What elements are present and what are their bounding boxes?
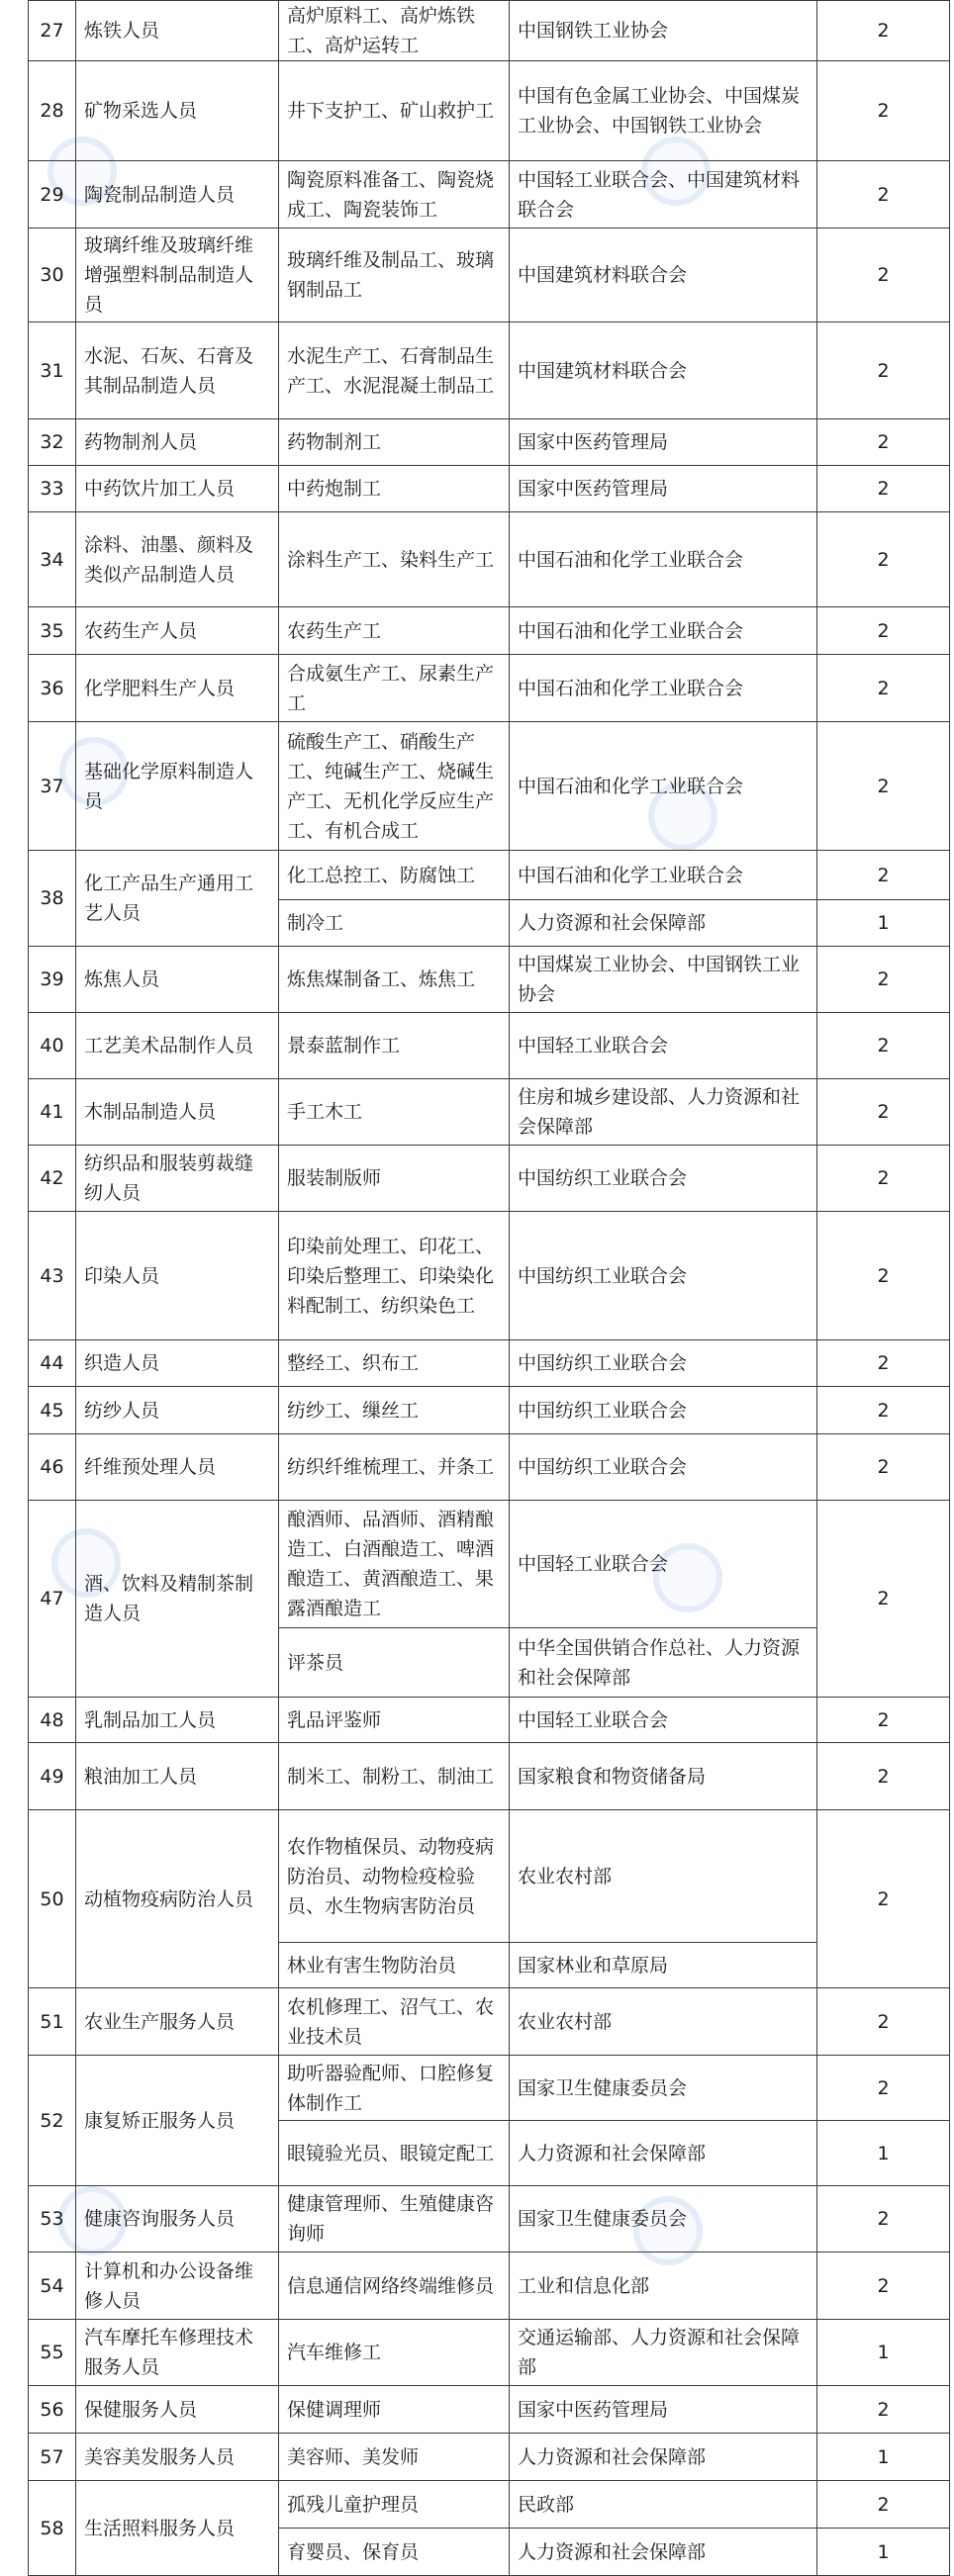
count: 2 <box>817 1743 950 1810</box>
job-titles: 酿酒师、品酒师、酒精酿造工、白酒酿造工、啤酒酿造工、黄酒酿造工、果露酒酿造工 <box>279 1501 510 1628</box>
count: 2 <box>817 61 950 161</box>
count: 1 <box>817 2434 950 2481</box>
count: 2 <box>817 512 950 607</box>
count: 2 <box>817 322 950 419</box>
row-number: 34 <box>29 512 76 607</box>
job-titles: 制米工、制粉工、制油工 <box>279 1743 510 1810</box>
table-row <box>29 229 950 322</box>
job-titles: 农机修理工、沼气工、农业技术员 <box>279 1988 510 2056</box>
row-number: 43 <box>29 1212 76 1340</box>
table-row <box>29 2481 950 2529</box>
occupation-group: 健康咨询服务人员 <box>76 2186 279 2253</box>
occupation-group: 酒、饮料及精制茶制造人员 <box>76 1501 279 1698</box>
table-row <box>29 722 950 851</box>
row-number: 37 <box>29 722 76 851</box>
job-titles: 助听器验配师、口腔修复体制作工 <box>279 2056 510 2121</box>
organization: 国家中医药管理局 <box>510 466 817 512</box>
occupation-group: 木制品制造人员 <box>76 1079 279 1146</box>
organization: 国家中医药管理局 <box>510 419 817 466</box>
row-number: 49 <box>29 1743 76 1810</box>
job-titles: 炼焦煤制备工、炼焦工 <box>279 947 510 1013</box>
count: 2 <box>817 419 950 466</box>
table-row <box>29 2386 950 2434</box>
count: 2 <box>817 1079 950 1146</box>
organization: 工业和信息化部 <box>510 2253 817 2320</box>
table-row <box>29 655 950 722</box>
organization: 中国轻工业联合会、中国建筑材料联合会 <box>510 161 817 229</box>
occupation-group: 汽车摩托车修理技术服务人员 <box>76 2320 279 2386</box>
table-row <box>29 1501 950 1628</box>
row-number: 55 <box>29 2320 76 2386</box>
table-row <box>29 1810 950 1943</box>
count: 2 <box>817 1212 950 1340</box>
job-titles: 美容师、美发师 <box>279 2434 510 2481</box>
organization: 中国建筑材料联合会 <box>510 229 817 322</box>
occupation-group: 纤维预处理人员 <box>76 1434 279 1501</box>
job-titles: 育婴员、保育员 <box>279 2529 510 2576</box>
table-row <box>29 1988 950 2056</box>
job-titles: 高炉原料工、高炉炼铁工、高炉运转工 <box>279 1 510 61</box>
count: 2 <box>817 2186 950 2253</box>
row-number: 36 <box>29 655 76 722</box>
count: 2 <box>817 1501 950 1698</box>
occupation-group: 化学肥料生产人员 <box>76 655 279 722</box>
occupation-group: 工艺美术品制作人员 <box>76 1013 279 1079</box>
count: 2 <box>817 2056 950 2121</box>
row-number: 28 <box>29 61 76 161</box>
organization: 中国纺织工业联合会 <box>510 1340 817 1387</box>
occupation-group: 水泥、石灰、石膏及其制品制造人员 <box>76 322 279 419</box>
organization: 中国石油和化学工业联合会 <box>510 722 817 851</box>
occupation-group: 计算机和办公设备维修人员 <box>76 2253 279 2320</box>
row-number: 32 <box>29 419 76 466</box>
occupation-group: 涂料、油墨、颜料及类似产品制造人员 <box>76 512 279 607</box>
table-row <box>29 1 950 61</box>
table-row <box>29 2186 950 2253</box>
organization: 中国石油和化学工业联合会 <box>510 851 817 900</box>
job-titles: 陶瓷原料准备工、陶瓷烧成工、陶瓷装饰工 <box>279 161 510 229</box>
organization: 中国建筑材料联合会 <box>510 322 817 419</box>
occupation-group: 陶瓷制品制造人员 <box>76 161 279 229</box>
occupation-group: 纺织品和服装剪裁缝纫人员 <box>76 1146 279 1212</box>
row-number: 29 <box>29 161 76 229</box>
job-titles: 健康管理师、生殖健康咨询师 <box>279 2186 510 2253</box>
row-number: 50 <box>29 1810 76 1988</box>
organization: 中国有色金属工业协会、中国煤炭工业协会、中国钢铁工业协会 <box>510 61 817 161</box>
table-row <box>29 322 950 419</box>
row-number: 47 <box>29 1501 76 1698</box>
job-titles: 服装制版师 <box>279 1146 510 1212</box>
occupation-group: 生活照料服务人员 <box>76 2481 279 2576</box>
occupation-group: 乳制品加工人员 <box>76 1698 279 1743</box>
count: 1 <box>817 900 950 947</box>
row-number: 51 <box>29 1988 76 2056</box>
organization: 人力资源和社会保障部 <box>510 2121 817 2186</box>
row-number: 40 <box>29 1013 76 1079</box>
row-number: 46 <box>29 1434 76 1501</box>
count: 2 <box>817 1698 950 1743</box>
count: 2 <box>817 2386 950 2434</box>
organization: 中国石油和化学工业联合会 <box>510 655 817 722</box>
job-titles: 孤残儿童护理员 <box>279 2481 510 2529</box>
organization: 人力资源和社会保障部 <box>510 900 817 947</box>
organization: 人力资源和社会保障部 <box>510 2529 817 2576</box>
occupation-group: 印染人员 <box>76 1212 279 1340</box>
job-titles: 农药生产工 <box>279 607 510 655</box>
job-titles: 信息通信网络终端维修员 <box>279 2253 510 2320</box>
organization: 中国纺织工业联合会 <box>510 1146 817 1212</box>
count: 2 <box>817 722 950 851</box>
table-row <box>29 466 950 512</box>
table-row <box>29 1146 950 1212</box>
occupation-group: 织造人员 <box>76 1340 279 1387</box>
row-number: 56 <box>29 2386 76 2434</box>
table-row <box>29 161 950 229</box>
count: 1 <box>817 2121 950 2186</box>
organization: 中国轻工业联合会 <box>510 1698 817 1743</box>
row-number: 48 <box>29 1698 76 1743</box>
count: 2 <box>817 161 950 229</box>
job-titles: 涂料生产工、染料生产工 <box>279 512 510 607</box>
job-titles: 汽车维修工 <box>279 2320 510 2386</box>
count: 2 <box>817 1013 950 1079</box>
organization: 中国石油和化学工业联合会 <box>510 512 817 607</box>
table-row <box>29 1743 950 1810</box>
table-row <box>29 419 950 466</box>
organization: 交通运输部、人力资源和社会保障部 <box>510 2320 817 2386</box>
occupation-group: 保健服务人员 <box>76 2386 279 2434</box>
occupation-group: 中药饮片加工人员 <box>76 466 279 512</box>
occupation-group: 动植物疫病防治人员 <box>76 1810 279 1988</box>
job-titles: 化工总控工、防腐蚀工 <box>279 851 510 900</box>
occupation-group: 炼焦人员 <box>76 947 279 1013</box>
organization: 中国石油和化学工业联合会 <box>510 607 817 655</box>
job-titles: 整经工、织布工 <box>279 1340 510 1387</box>
occupation-group: 美容美发服务人员 <box>76 2434 279 2481</box>
count: 2 <box>817 607 950 655</box>
job-titles: 合成氨生产工、尿素生产工 <box>279 655 510 722</box>
organization: 中国钢铁工业协会 <box>510 1 817 61</box>
row-number: 53 <box>29 2186 76 2253</box>
job-titles: 林业有害生物防治员 <box>279 1943 510 1988</box>
job-titles: 景泰蓝制作工 <box>279 1013 510 1079</box>
organization: 人力资源和社会保障部 <box>510 2434 817 2481</box>
job-titles: 农作物植保员、动物疫病防治员、动物检疫检验员、水生物病害防治员 <box>279 1810 510 1943</box>
table-row <box>29 1340 950 1387</box>
organization: 国家中医药管理局 <box>510 2386 817 2434</box>
organization: 国家粮食和物资储备局 <box>510 1743 817 1810</box>
row-number: 31 <box>29 322 76 419</box>
occupation-group: 玻璃纤维及玻璃纤维增强塑料制品制造人员 <box>76 229 279 322</box>
row-number: 58 <box>29 2481 76 2576</box>
occupation-table <box>28 0 950 2576</box>
table-row <box>29 2320 950 2386</box>
row-number: 41 <box>29 1079 76 1146</box>
organization: 农业农村部 <box>510 1810 817 1943</box>
table-row <box>29 607 950 655</box>
occupation-group: 纺纱人员 <box>76 1387 279 1434</box>
organization: 国家卫生健康委员会 <box>510 2186 817 2253</box>
occupation-group: 农业生产服务人员 <box>76 1988 279 2056</box>
count: 2 <box>817 1810 950 1988</box>
row-number: 42 <box>29 1146 76 1212</box>
job-titles: 硫酸生产工、硝酸生产工、纯碱生产工、烧碱生产工、无机化学反应生产工、有机合成工 <box>279 722 510 851</box>
table-row <box>29 1434 950 1501</box>
organization: 民政部 <box>510 2481 817 2529</box>
occupation-group: 化工产品生产通用工艺人员 <box>76 851 279 947</box>
count: 2 <box>817 1340 950 1387</box>
count: 1 <box>817 2529 950 2576</box>
occupation-group: 基础化学原料制造人员 <box>76 722 279 851</box>
count: 2 <box>817 1 950 61</box>
table-row <box>29 1698 950 1743</box>
count: 2 <box>817 947 950 1013</box>
count: 2 <box>817 851 950 900</box>
job-titles: 乳品评鉴师 <box>279 1698 510 1743</box>
job-titles: 纺纱工、缫丝工 <box>279 1387 510 1434</box>
table-row <box>29 1079 950 1146</box>
row-number: 39 <box>29 947 76 1013</box>
count: 2 <box>817 1988 950 2056</box>
job-titles: 手工木工 <box>279 1079 510 1146</box>
table-row <box>29 2056 950 2121</box>
table-row <box>29 1212 950 1340</box>
table-row <box>29 2253 950 2320</box>
organization: 中国纺织工业联合会 <box>510 1387 817 1434</box>
job-titles: 水泥生产工、石膏制品生产工、水泥混凝土制品工 <box>279 322 510 419</box>
organization: 中国轻工业联合会 <box>510 1013 817 1079</box>
count: 2 <box>817 655 950 722</box>
organization: 农业农村部 <box>510 1988 817 2056</box>
job-titles: 纺织纤维梳理工、并条工 <box>279 1434 510 1501</box>
count: 2 <box>817 2253 950 2320</box>
row-number: 30 <box>29 229 76 322</box>
table-row <box>29 61 950 161</box>
row-number: 57 <box>29 2434 76 2481</box>
row-number: 45 <box>29 1387 76 1434</box>
table-row <box>29 851 950 900</box>
row-number: 27 <box>29 1 76 61</box>
job-titles: 中药炮制工 <box>279 466 510 512</box>
row-number: 44 <box>29 1340 76 1387</box>
organization: 住房和城乡建设部、人力资源和社会保障部 <box>510 1079 817 1146</box>
row-number: 52 <box>29 2056 76 2186</box>
job-titles: 保健调理师 <box>279 2386 510 2434</box>
organization: 国家卫生健康委员会 <box>510 2056 817 2121</box>
job-titles: 眼镜验光员、眼镜定配工 <box>279 2121 510 2186</box>
job-titles: 制冷工 <box>279 900 510 947</box>
job-titles: 玻璃纤维及制品工、玻璃钢制品工 <box>279 229 510 322</box>
row-number: 35 <box>29 607 76 655</box>
count: 2 <box>817 466 950 512</box>
count: 2 <box>817 1146 950 1212</box>
organization: 中国煤炭工业协会、中国钢铁工业协会 <box>510 947 817 1013</box>
occupation-group: 农药生产人员 <box>76 607 279 655</box>
job-titles: 井下支护工、矿山救护工 <box>279 61 510 161</box>
organization: 中国轻工业联合会 <box>510 1501 817 1628</box>
count: 2 <box>817 1387 950 1434</box>
table-row <box>29 1013 950 1079</box>
count: 2 <box>817 2481 950 2529</box>
job-titles: 评茶员 <box>279 1628 510 1698</box>
count: 2 <box>817 229 950 322</box>
organization: 中国纺织工业联合会 <box>510 1434 817 1501</box>
occupation-group: 矿物采选人员 <box>76 61 279 161</box>
row-number: 54 <box>29 2253 76 2320</box>
occupation-group: 粮油加工人员 <box>76 1743 279 1810</box>
table-row <box>29 2434 950 2481</box>
count: 1 <box>817 2320 950 2386</box>
occupation-group: 炼铁人员 <box>76 1 279 61</box>
job-titles: 药物制剂工 <box>279 419 510 466</box>
table-row <box>29 947 950 1013</box>
job-titles: 印染前处理工、印花工、印染后整理工、印染染化料配制工、纺织染色工 <box>279 1212 510 1340</box>
table-row <box>29 1387 950 1434</box>
organization: 中国纺织工业联合会 <box>510 1212 817 1340</box>
organization: 国家林业和草原局 <box>510 1943 817 1988</box>
occupation-group: 药物制剂人员 <box>76 419 279 466</box>
count: 2 <box>817 1434 950 1501</box>
row-number: 33 <box>29 466 76 512</box>
organization: 中华全国供销合作总社、人力资源和社会保障部 <box>510 1628 817 1698</box>
occupation-group: 康复矫正服务人员 <box>76 2056 279 2186</box>
table-row <box>29 512 950 607</box>
row-number: 38 <box>29 851 76 947</box>
